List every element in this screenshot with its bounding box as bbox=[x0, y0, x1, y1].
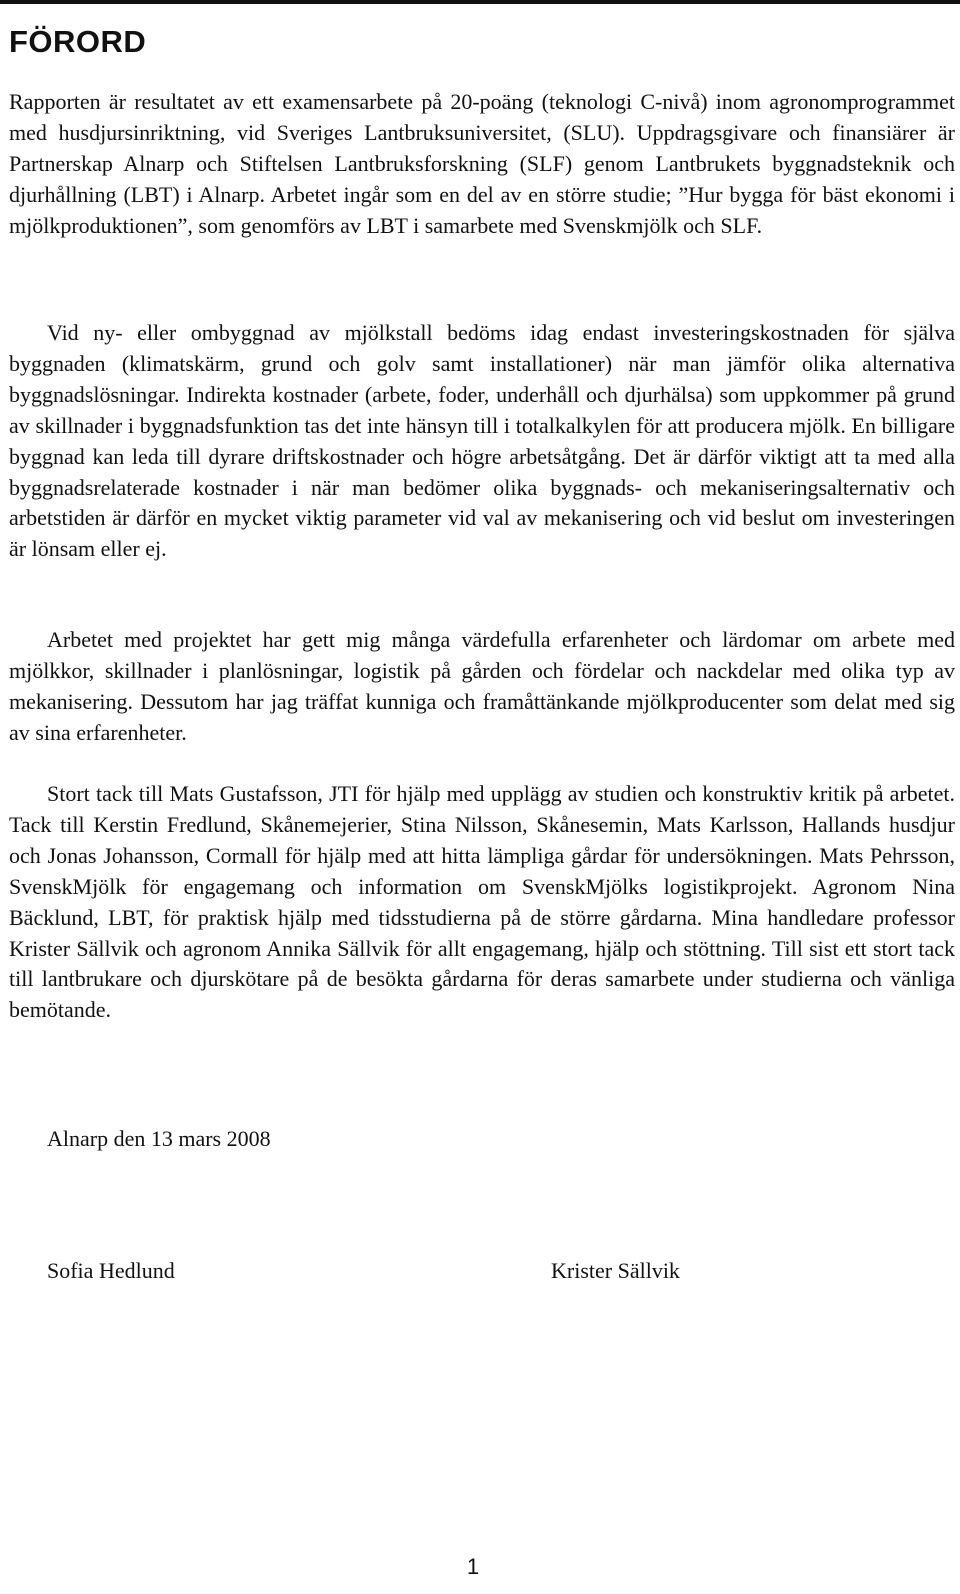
signature-supervisor: Krister Sällvik bbox=[551, 1258, 680, 1283]
paragraph-intro: Rapporten är resultatet av ett examensarbete på 20-poäng (teknologi C-nivå) inom agronomprogrammet med husdjursinriktning, vid Sveriges Lantbruksuniversitet, (SLU). Uppdragsgivare och finansiärer är Partnerskap Alnarp och Stiftelsen Lantbruksforskning (SLF) genom Lantbrukets byggnadsteknik och djurhållning (LBT) i Alnarp. Arbetet ingår som en del av en större studie; ”Hur bygga för bäst ekonomi i mjölkproduktionen”, som genomförs av LBT i samarbete med Svenskmjölk och SLF. bbox=[9, 89, 955, 238]
paragraph-experience: Arbetet med projektet har gett mig många värdefulla erfarenheter och lärdomar om arbete med mjölkkor, skillnader i planlösningar, logistik på gården och fördelar och nackdelar med olika typ av mekanisering. Dessutom har jag träffat kunniga och framåttänkande mjölkproducenter som delat med sig av sina erfarenheter. bbox=[9, 627, 955, 745]
paragraph-acknowledgements: Stort tack till Mats Gustafsson, JTI för hjälp med upplägg av studien och konstruktiv kritik på arbetet. Tack till Kerstin Fredlund, Skånemejerier, Stina Nilsson, Skånesemin, Mats Karlsson, Hallands husdjur och Jonas Johansson, Cormall för hjälp med att hitta lämpliga gårdar för undersökningen. Mats Pehrsson, SvenskMjölk för engagemang och information om SvenskMjölks logistikprojekt. Agronom Nina Bäcklund, LBT, för praktisk hjälp med tidsstudierna på de större gårdarna. Mina handledare professor Krister Sällvik och agronom Annika Sällvik för allt engagemang, hjälp och stöttning. Till sist ett stort tack till lantbrukare och djurskötare på de besökta gårdarna för deras samarbete under studierna och vänliga bemötande. bbox=[9, 781, 955, 1023]
page-number: 1 bbox=[466, 1554, 480, 1579]
signature-author: Sofia Hedlund bbox=[47, 1258, 175, 1283]
document-heading: FÖRORD bbox=[9, 24, 147, 59]
top-rule bbox=[0, 0, 960, 4]
place-and-date: Alnarp den 13 mars 2008 bbox=[47, 1126, 271, 1151]
paragraph-costs: Vid ny- eller ombyggnad av mjölkstall bedöms idag endast investeringskostnaden för själva byggnaden (klimatskärm, grund och golv samt installationer) när man jämför olika alternativa byggnadslösningar. Indirekta kostnader (arbete, foder, underhåll och djurhälsa) som uppkommer på grund av skillnader i byggnadsfunktion tas det inte hänsyn till i totalkalkylen för att producera mjölk. En billigare byggnad kan leda till dyrare driftskostnader och högre arbetsåtgång. Det är därför viktigt att ta med alla byggnadsrelaterade kostnader i när man bedömer olika byggnads- och mekaniseringsalternativ och arbetstiden är därför en mycket viktig parameter vid val av mekanisering och vid beslut om investeringen är lönsam eller ej. bbox=[9, 320, 955, 562]
